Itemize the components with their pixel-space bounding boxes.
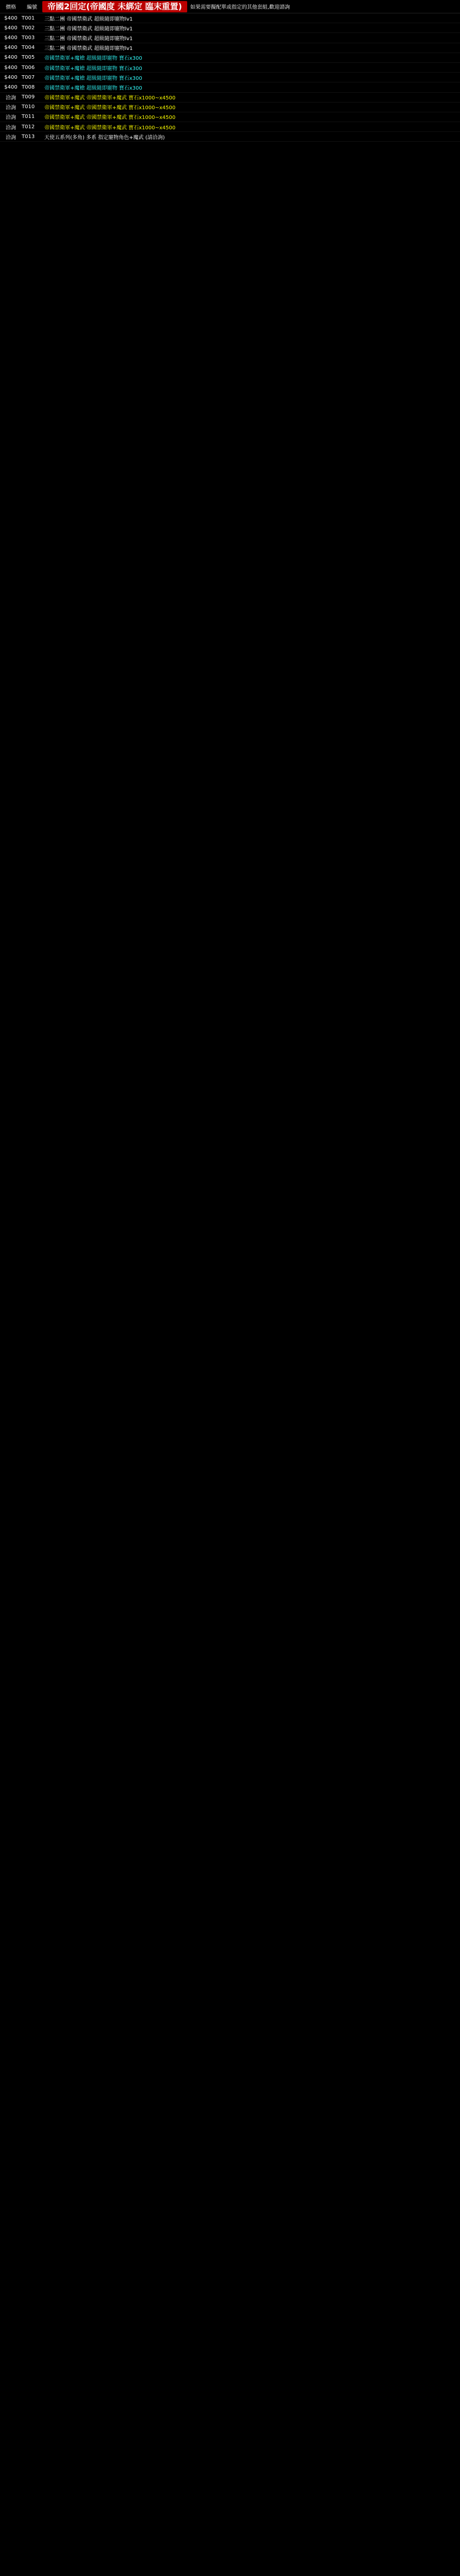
listing-code: T012 <box>22 124 35 130</box>
listing-price: $400 <box>4 74 18 80</box>
listing-row[interactable] <box>0 103 460 112</box>
listing-description: 三點二團 帝國禁衛武 超級隨即寵物lv1 <box>44 36 133 42</box>
listing-price: $400 <box>4 15 18 21</box>
listing-code: T010 <box>22 104 35 110</box>
listing-row[interactable] <box>0 43 460 53</box>
listing-price: 洽詢 <box>6 115 16 121</box>
listing-description: 天使五系列(多角) 多系 指定寵物角色+魔武 (請洽詢) <box>44 134 165 141</box>
listing-code: T009 <box>22 94 35 100</box>
listing-description: 帝國禁衛軍+魔槍 超級隨即寵物 寶石x300 <box>44 56 142 62</box>
listing-code: T004 <box>22 45 35 51</box>
listing-row[interactable] <box>0 82 460 92</box>
listing-description: 帝國禁衛軍+魔武 帝國禁衛軍+魔武 寶石x1000~x4500 <box>44 125 176 131</box>
listing-price: $400 <box>4 55 18 61</box>
listing-row[interactable] <box>0 53 460 63</box>
listing-price: 洽詢 <box>6 125 16 131</box>
listing-row[interactable] <box>0 112 460 122</box>
listing-row[interactable] <box>0 73 460 82</box>
listing-price: $400 <box>4 64 18 71</box>
listing-code: T006 <box>22 64 35 71</box>
listing-row[interactable] <box>0 13 460 23</box>
listing-code: T003 <box>22 35 35 41</box>
listing-price: $400 <box>4 45 18 51</box>
listing-row[interactable] <box>0 132 460 142</box>
listing-code: T011 <box>22 114 35 120</box>
listing-code: T002 <box>22 25 35 31</box>
listing-price: $400 <box>4 84 18 90</box>
listing-description: 帝國禁衛軍+魔槍 超級隨即寵物 寶石x300 <box>44 75 142 81</box>
listing-code: T013 <box>22 133 35 140</box>
section-header <box>0 0 460 13</box>
listing-row[interactable] <box>0 63 460 73</box>
listing-price: 洽詢 <box>6 134 16 141</box>
listing-row[interactable] <box>0 33 460 43</box>
listing-price: 洽詢 <box>6 105 16 111</box>
listing-row[interactable] <box>0 93 460 103</box>
listing-price: 洽詢 <box>6 95 16 101</box>
listing-code: T001 <box>22 15 35 21</box>
listing-description: 三點二團 帝國禁衛武 超級隨即寵物lv1 <box>44 26 133 32</box>
section-note: 如果需要擬配單或指定的其他套組,歡迎諮詢 <box>190 5 290 10</box>
listing-price: $400 <box>4 35 18 41</box>
listing-description: 帝國禁衛軍+魔武 帝國禁衛軍+魔武 寶石x1000~x4500 <box>44 95 176 101</box>
listing-code: T008 <box>22 84 35 90</box>
listing-code: T005 <box>22 55 35 61</box>
section-title: 帝國2回定(帝國度 未綁定 臨末重置) <box>42 1 187 12</box>
listing-code: T007 <box>22 74 35 80</box>
listing-row[interactable] <box>0 122 460 132</box>
listing-price: $400 <box>4 25 18 31</box>
listing-description: 帝國禁衛軍+魔槍 超級隨即寵物 寶石x300 <box>44 65 142 72</box>
listing-row[interactable] <box>0 23 460 33</box>
listing-description: 三點二團 帝國禁衛武 超級隨即寵物lv1 <box>44 16 133 22</box>
col-code-label: 編號 <box>27 5 37 10</box>
listing-description: 三點二團 帝國禁衛武 超級隨即寵物lv1 <box>44 46 133 52</box>
listing-description: 帝國禁衛軍+魔武 帝國禁衛軍+魔武 寶石x1000~x4500 <box>44 115 176 121</box>
listing-description: 帝國禁衛軍+魔槍 超級隨即寵物 寶石x300 <box>44 85 142 91</box>
listing-description: 帝國禁衛軍+魔武 帝國禁衛軍+魔武 寶石x1000~x4500 <box>44 105 176 111</box>
col-price-label: 價格 <box>6 5 16 10</box>
